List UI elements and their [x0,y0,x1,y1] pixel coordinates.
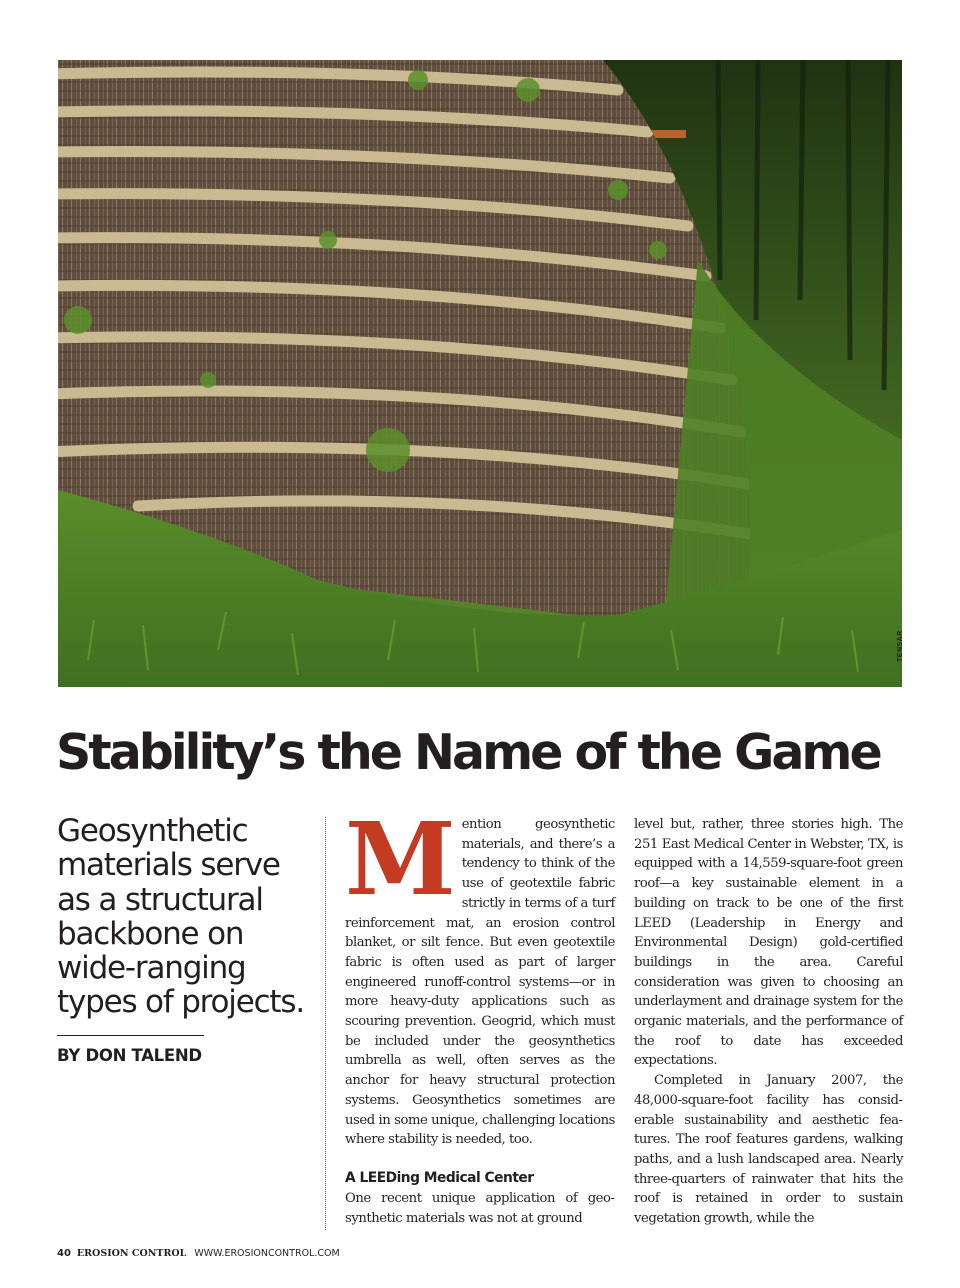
page-number: 40 [57,1248,71,1259]
article-deck: Geosynthetic materials serve as a structural backbone on wide-ranging types of projects. [57,813,304,1021]
page-footer [57,1248,340,1259]
reinforced-slope-illustration [58,60,902,687]
intro-text: ention geosynthetic materials, and there’s a tendency to think of the use of geotextile fabric strictly in terms of a turf reinforcement mat, an erosion control blanket, or silt fence. But even geotextile fabric is often used as part of larger engineered runoff-control systems—or in more heavy-duty applications such as scouring prevention. Geogrid, which must be included under the geosynthetics umbrella as well, often serves as the anchor for heavy structural protection systems. Geosynthetics sometimes are used in some unique, challenging locations where stability is needed, too. [345,817,615,1148]
hero-photo [58,60,902,687]
article-headline: Stability’s the Name of the Game [56,724,880,781]
column-divider [325,817,326,1230]
article-column-1 [345,800,615,1228]
magazine-name: EROSION CONTROL [76,1248,187,1259]
body-paragraph: Completed in January 2007, the 48,000-square-foot facility has considerable sustainability and aesthetic features. The roof features gardens, walking paths, and a lush landscaped area. Nearly three-quarters of rainwater that hits the roof is retained in order to sustain vegetation growth, while the [634,1073,903,1227]
photo-credit: TENSAR [897,630,904,662]
body-paragraph: level but, rather, three stories high. The 251 East Medical Center in Webster, TX, is equipped with a 14,559-square-foot green roof—a key sustainable element in a building on track to be one of the first LEED (Leadership in Energy and Environmental Design) gold-certified buildings in the area. Careful consideration was given to choosing an underlayment and drainage system for the organic materials, and the performance of the roof to date has exceeded expectations. [634,817,903,1069]
section-subhead: A LEEDing Medical Center [345,1169,534,1186]
intro-paragraph [345,800,615,1150]
drop-cap: M [345,800,454,918]
magazine-url: WWW.EROSIONCONTROL.COM [194,1248,340,1259]
section-paragraph-start: One recent unique application of geosynthetic materials was not at ground [345,1190,615,1226]
deck-divider [57,1035,204,1036]
article-column-2 [634,815,903,1229]
byline: BY DON TALEND [57,1046,202,1065]
